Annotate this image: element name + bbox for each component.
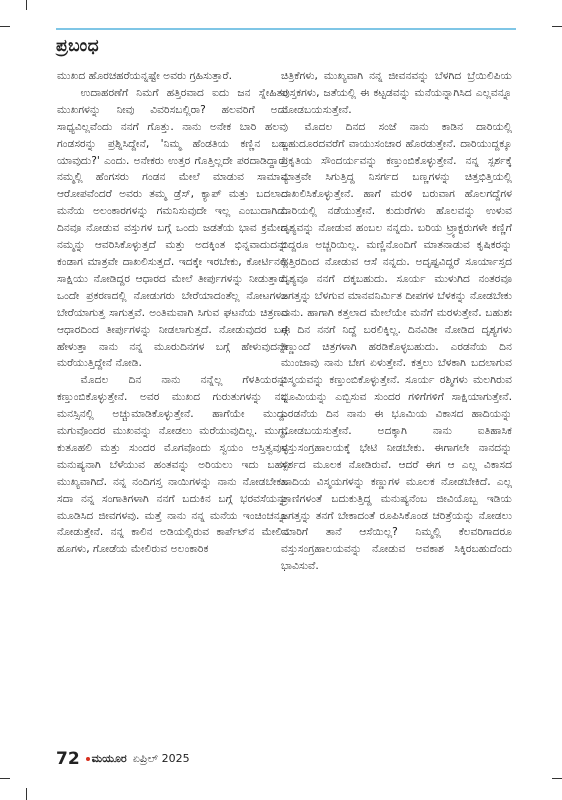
crop-mark [0, 26, 10, 27]
paragraph: ಮುಖದ ಹೊರಚಹರೆಯನ್ನಷ್ಟೇ ಅವರು ಗ್ರಹಿಸುತ್ತಾರೆ. [57, 69, 232, 82]
text-column-right [281, 68, 512, 575]
page-header [56, 28, 516, 64]
text-column-left [57, 68, 288, 558]
paragraph: ಉದಾಹರಣೆಗೆ ನಿಮಗೆ ಹತ್ತಿರವಾದ ಐದು ಜನ ಸ್ನೇಹಿತರ ಮುಖಗಳನ್ನು ನೀವು ವಿವರಿಸಬಲ್ಲಿರಾ? ಹಲವರಿಗೆ ಅದು ಸಾಧ್ಯವಿಲ್ಲವೆಂದು ನನಗೆ ಗೊತ್ತು. ನಾನು ಅನೇಕ ಬಾರಿ ಹಲವು ಗಂಡಸರನ್ನು ಪ್ರಶ್ನಿಸಿದ್ದೇನೆ, 'ನಿಮ್ಮ ಹೆಂಡತಿಯ ಕಣ್ಣಿನ ಬಣ್ಣ ಯಾವುದು?' ಎಂದು. ಅನೇಕರು ಉತ್ತರ ಗೊತ್ತಿಲ್ಲದೇ ಪರದಾಡಿದ್ದಾರೆ. ನಮ್ಮಲ್ಲಿ ಹೆಂಗಸರು ಗಂಡನ ಮೇಲೆ ಮಾಡುವ ಸಾಮಾನ್ಯ ಆರೋಪವೆಂದರೆ ಅವರು ತಮ್ಮ ಡ್ರೆಸ್, ಕ್ಯಾಪ್ ಮತ್ತು ಬದಲಾದ ಮನೆಯ ಅಲಂಕಾರಗಳನ್ನು ಗಮನಿಸುವುದೇ ಇಲ್ಲ ಎಂಬುದಾಗಿದೆ. ದಿನವೂ ನೋಡುವ ವಸ್ತುಗಳ ಬಗ್ಗೆ ಒಂದು ಜಡತೆಯ ಭಾವ ಕ್ರಮೇಣ ನಮ್ಮನ್ನು ಆವರಿಸಿಕೊಳ್ಳುತ್ತದೆ ಮತ್ತು ಅದಕ್ಕಿಂತ ಭಿನ್ನವಾದುದನ್ನು ಕಂಡಾಗ ಮಾತ್ರವೇ ದಾಖಲಿಸುತ್ತದೆ. ಇದಕ್ಕೇ ಇರಬೇಕು, ಕೋರ್ಟಿನಲ್ಲಿ ಸಾಕ್ಷಿಯು ನೋಡಿದ್ದರ ಆಧಾರದ ಮೇಲೆ ತೀರ್ಪುಗಳನ್ನು ನೀಡುತ್ತಾರೆ. ಒಂದೇ ಪ್ರಕರಣದಲ್ಲಿ ನೋಡುಗರು ಬೇರೆಯಾದಂತೆಲ್ಲ ನೋಟಗಳೂ ಬೇರೆಯಾಗುತ್ತ ಸಾಗುತ್ತವೆ. ಅಂತಿಮವಾಗಿ ಸಿಗುವ ಘಟನೆಯ ಚಿತ್ರಣದ ಆಧಾರದಿಂದ ತೀರ್ಪುಗಳನ್ನು ನೀಡಲಾಗುತ್ತದೆ. ನೋಡುವುದರ ಬಗ್ಗೆ ಹೇಳುತ್ತಾ ನಾನು ನನ್ನ ಮೂರುದಿನಗಳ ಬಗ್ಗೆ ಹೇಳುವುದನ್ನೇ ಮರೆಯುತ್ತಿದ್ದೇನೆ ನೋಡಿ. [57, 85, 288, 370]
issue-date: ಏಪ್ರಿಲ್ 2025 [132, 752, 190, 765]
paragraph: ಮೊದಲ ದಿನದ ಸಂಜೆ ನಾನು ಕಾಡಿನ ದಾರಿಯಲ್ಲಿ ಬಹುದೂರದವರೆಗೆ ವಾಯುಸಂಚಾರ ಹೊರಡುತ್ತೇನೆ. ದಾರಿಯುದ್ದಕ್ಕೂ ಪ್ರಕೃತಿಯ ಸೌಂದರ್ಯವನ್ನು ಕಣ್ತುಂಬಿಕೊಳ್ಳುತ್ತೇನೆ. ನನ್ನ ಸ್ಪರ್ಶಕ್ಕೆ ಮಾತ್ರವೇ ಸಿಗುತ್ತಿದ್ದ ನಿಸರ್ಗದ ಬಣ್ಣಗಳನ್ನು ಚಿತ್ತಭಿತ್ತಿಯಲ್ಲಿ ದಾಖಲಿಸಿಕೊಳ್ಳುತ್ತೇನೆ. ಹಾಗೆ ಮರಳಿ ಬರುವಾಗ ಹೊಲಗದ್ದೆಗಳ ದಾರಿಯಲ್ಲಿ ನಡೆಯುತ್ತೇನೆ. ಕುದುರೆಗಳು ಹೊಲವನ್ನು ಉಳುವ ದೃಶ್ಯವನ್ನು ನೋಡುವ ಹಂಬಲ ನನ್ನದು. ಬರಿಯ ಟ್ರ್ಯಾಕ್ಟರುಗಳೇ ಕಣ್ಣಿಗೆ ಬಿದ್ದರೂ ಅಚ್ಚರಿಯಿಲ್ಲ. ಮಣ್ಣಿನೊಂದಿಗೆ ಮಾತನಾಡುವ ಕೃಷಿಕರನ್ನು ಹತ್ತಿರದಿಂದ ನೋಡುವ ಆಸೆ ನನ್ನದು. ಅದೃಷ್ಟವಿದ್ದರೆ ಸೂರ್ಯಾಸ್ತದ ದೃಶ್ಯವೂ ನನಗೆ ದಕ್ಕಬಹುದು. ಸೂರ್ಯ ಮುಳುಗಿದ ನಂತರವೂ ಜಗತ್ತನ್ನು ಬೆಳಗುವ ಮಾನವನಿರ್ಮಿತ ದೀಪಗಳ ಬೆಳಕನ್ನು ನೋಡಬೇಕು ನಾನು. ಹಾಗಾಗಿ ಕತ್ತಲಾದ ಮೇಲೆಯೇ ಮನೆಗೆ ಮರಳುತ್ತೇನೆ. ಬಹುಶಃ ಈ ದಿನ ನನಗೆ ನಿದ್ದೆ ಬರಲಿಕ್ಕಿಲ್ಲ. ದಿನವಿಡೀ ನೋಡಿದ ದೃಶ್ಯಗಳು ಕಣ್ಣುಂದೆ ಚಿತ್ರಗಳಾಗಿ ಹರಡಿಕೊಳ್ಳಬಹುದು. ಎರಡನೆಯ ದಿನ ಮುಂಜಾವು ನಾನು ಬೇಗ ಏಳುತ್ತೇನೆ. ಕತ್ತಲು ಬೆಳಕಾಗಿ ಬದಲಾಗುವ ವಿಸ್ಮಯವನ್ನು ಕಣ್ತುಂಬಿಕೊಳ್ಳುತ್ತೇನೆ. ಸೂರ್ಯ ರಶ್ಮಿಗಳು ಮಲಗಿರುವ ಭೂಮಿಯನ್ನು ಎಬ್ಬಿಸುವ ಸುಂದರ ಗಳಿಗೆಗಳಿಗೆ ಸಾಕ್ಷಿಯಾಗುತ್ತೇನೆ. ಎರಡನೆಯ ದಿನ ನಾನು ಈ ಭೂಮಿಯ ವಿಕಾಸದ ಹಾದಿಯನ್ನು ನೋಡಬಯಸುತ್ತೇನೆ. ಅದಕ್ಕಾಗಿ ನಾನು ಐತಿಹಾಸಿಕ ವಸ್ತುಸಂಗ್ರಹಾಲಯಕ್ಕೆ ಭೇಟಿ ನೀಡಬೇಕು. ಈಗಾಗಲೇ ನಾನದನ್ನು ಸ್ಪರ್ಶದ ಮೂಲಕ ನೋಡಿರುವೆ. ಆದರೆ ಈಗ ಆ ಎಲ್ಲ ವಿಕಾಸದ ಹಾದಿಯ ವಿಸ್ಮಯಗಳನ್ನು ಕಣ್ಣುಗಳ ಮೂಲಕ ನೋಡಬೇಕಿದೆ. ಎಲ್ಲ ಪ್ರಾಣಿಗಳಂತೆ ಬದುಕುತ್ತಿದ್ದ ಮನುಷ್ಯನೆಂಬ ಜೀವಿಯೊಬ್ಬ ಇಡಿಯ ಜಗತ್ತನ್ನು ತನಗೆ ಬೇಕಾದಂತೆ ರೂಪಿಸಿಕೊಂಡ ಚರಿತ್ರೆಯನ್ನು ನೋಡಲು ಯಾರಿಗೆ ತಾನೆ ಆಸೆಯಿಲ್ಲ? ನಿಮ್ಮಲ್ಲಿ ಕೆಲವರಿಗಾದರೂ ವಸ್ತುಸಂಗ್ರಹಾಲಯವನ್ನು ನೋಡುವ ಅವಕಾಶ ಸಿಕ್ಕಿರಬಹುದೆಂದು ಭಾವಿಸುವೆ. [281, 119, 512, 573]
crop-mark [26, 0, 27, 10]
page-footer [56, 748, 190, 770]
crop-mark [26, 788, 27, 800]
paragraph: ಮೊದಲ ದಿನ ನಾನು ನನ್ನೆಲ್ಲ ಗೆಳತಿಯರನ್ನು ಕಣ್ತುಂಬಿಕೊಳ್ಳುತ್ತೇನೆ. ಅವರ ಮುಖದ ಗುರುತುಗಳನ್ನು ನನ್ನ ಮನಸ್ಸಿನಲ್ಲಿ ಅಚ್ಚುಮಾಡಿಕೊಳ್ಳುತ್ತೇನೆ. ಹಾಗೆಯೇ ಮುದ್ದು ಮಗುವೊಂದರ ಮುಖವನ್ನು ನೋಡಲು ಮರೆಯುವುದಿಲ್ಲ. ಮುಗ್ಧ, ಕುತೂಹಲಿ ಮತ್ತು ಸುಂದರ ಮೊಗವೊಂದು ಸ್ವಯಂ ಅಸ್ತಿತ್ವವುಳ್ಳ ಮನುಷ್ಯನಾಗಿ ಬೆಳೆಯುವ ಹಂತವನ್ನು ಅರಿಯಲು ಇದು ಬಹಳ ಮುಖ್ಯವಾಗಿದೆ. ನನ್ನ ನಂದಿಗಸ್ತ ನಾಯಿಗಳನ್ನು ನಾನು ನೋಡಬೇಕು. ಸದಾ ನನ್ನ ಸಂಗಾತಿಗಳಾಗಿ ನನಗೆ ಬದುಕಿನ ಬಗ್ಗೆ ಭರವಸೆಯನ್ನು ಮೂಡಿಸಿದ ಜೀವಗಳವು. ಮತ್ತೆ ನಾನು ನನ್ನ ಮನೆಯ ಇಂಚಿಂಚನ್ನೂ ನೋಡುತ್ತೇನೆ. ನನ್ನ ಕಾಲಿನ ಅಡಿಯಲ್ಲಿರುವ ಕಾರ್ಪೆಟ್‌ನ ಮೇಲಿನ ಹೂಗಳು, ಗೋಡೆಯ ಮೇಲಿರುವ ಅಲಂಕಾರಿಕ [57, 373, 288, 556]
paragraph: ಚಿತ್ರಿಕೆಗಳು, ಮುಖ್ಯವಾಗಿ ನನ್ನ ಜೀವನವನ್ನು ಬೆಳಗಿದ ಬ್ರೆಯಿಲಿಪಿಯ ಪುಸ್ತಕಗಳು, ಜತೆಯಲ್ಲಿ ಈ ಕಟ್ಟಡವನ್ನು ಮನೆಯನ್ನಾಗಿಸಿದ ಎಲ್ಲವನ್ನೂ ನೋಡಬಯಸುತ್ತೇನೆ. [281, 69, 512, 116]
page-number: 72 [56, 749, 80, 769]
crop-mark [0, 778, 10, 779]
section-title: ಪ್ರಬಂಧ [56, 36, 100, 56]
magazine-logo: ಮಯೂರ [86, 752, 127, 766]
crop-mark [552, 778, 562, 779]
crop-mark [552, 26, 562, 27]
header-rule [56, 28, 516, 30]
